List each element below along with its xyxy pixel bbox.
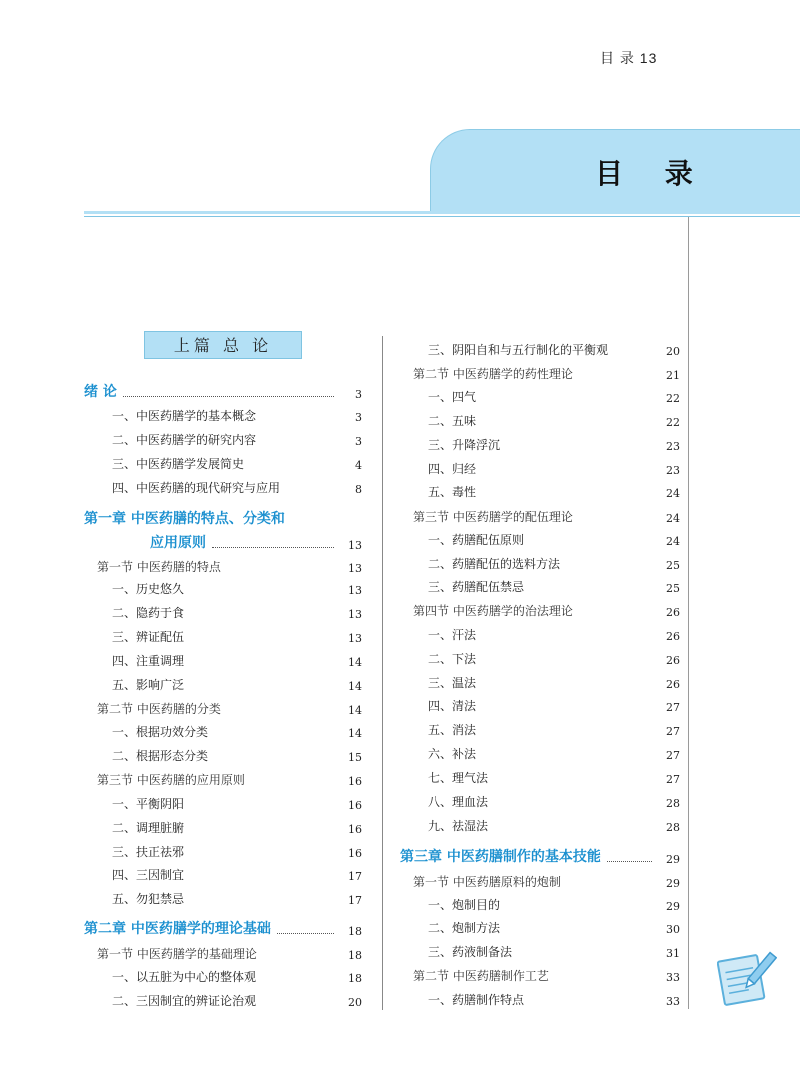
toc-entry-title: 第四节 中医药膳学的治法理论 (413, 604, 573, 618)
left-toc-entry (112, 866, 362, 883)
dot-leader (607, 861, 652, 862)
right-toc-entry (428, 650, 680, 667)
toc-page-number: 26 (666, 678, 680, 691)
toc-entry-title: 一、四气 (428, 390, 477, 404)
left-toc-entry (112, 580, 362, 597)
toc-entry-title: 第二节 中医药膳的分类 (97, 702, 221, 716)
toc-page-number: 14 (348, 680, 362, 693)
toc-page-number: 24 (666, 512, 680, 525)
toc-entry-title: 二、中医药膳学的研究内容 (112, 433, 257, 447)
toc-entry-title: 绪 论 (84, 384, 117, 400)
toc-page-number: 16 (348, 847, 362, 860)
left-toc-entry (112, 992, 362, 1009)
right-toc-entry (400, 846, 680, 866)
toc-entry-title: 三、温法 (428, 676, 477, 690)
right-toc-entry (413, 365, 680, 382)
toc-page-number: 17 (348, 894, 362, 907)
part-heading: 上篇 总 论 (144, 331, 302, 359)
toc-page-number: 13 (348, 539, 362, 552)
toc-page-number: 13 (348, 608, 362, 621)
toc-page-number: 29 (666, 877, 680, 890)
toc-page-number: 14 (348, 704, 362, 717)
toc-page-number: 16 (348, 823, 362, 836)
toc-entry-title: 一、药膳配伍原则 (428, 533, 525, 547)
toc-entry-title: 第二节 中医药膳制作工艺 (413, 969, 549, 983)
toc-entry-title: 一、炮制目的 (428, 898, 501, 912)
right-toc-entry (428, 721, 680, 738)
header-rule (84, 211, 800, 214)
toc-entry-title: 一、根据功效分类 (112, 725, 209, 739)
toc-entry-title: 二、调理脏腑 (112, 821, 185, 835)
toc-entry-title: 应用原则 (150, 535, 206, 551)
right-toc-entry (428, 919, 680, 936)
toc-page-number: 26 (666, 630, 680, 643)
toc-page-number: 23 (666, 464, 680, 477)
right-toc-entry (428, 626, 680, 643)
left-toc-entry (150, 532, 362, 552)
toc-page-number: 3 (355, 388, 362, 401)
toc-entry-title: 一、平衡阴阳 (112, 797, 185, 811)
toc-page-number: 4 (355, 459, 362, 472)
toc-entry-title: 第一节 中医药膳学的基础理论 (97, 947, 257, 961)
toc-page-number: 22 (666, 416, 680, 429)
toc-entry-title: 第一章 中医药膳的特点、分类和 (84, 511, 285, 527)
right-toc-entry (428, 578, 680, 595)
right-toc-entry (413, 873, 680, 890)
right-toc-entry (428, 817, 680, 834)
toc-entry-title: 三、扶正祛邪 (112, 845, 185, 859)
notepad-pencil-icon (717, 948, 777, 1008)
toc-page-number: 15 (348, 751, 362, 764)
toc-page-number: 24 (666, 487, 680, 500)
right-toc-entry (413, 602, 680, 619)
toc-entry-title: 二、三因制宜的辨证论治观 (112, 994, 257, 1008)
toc-page-number: 25 (666, 559, 680, 572)
toc-entry-title: 一、中医药膳学的基本概念 (112, 409, 257, 423)
toc-entry-title: 一、以五脏为中心的整体观 (112, 970, 257, 984)
right-toc-entry (428, 483, 680, 500)
toc-entry-title: 四、归经 (428, 462, 477, 476)
right-toc-entry (413, 508, 680, 525)
toc-page-number: 27 (666, 773, 680, 786)
left-toc-entry (112, 652, 362, 669)
toc-page-number: 3 (355, 435, 362, 448)
right-toc-entry (428, 412, 680, 429)
toc-page-number: 27 (666, 701, 680, 714)
right-toc-entry (428, 745, 680, 762)
toc-entry-title: 三、阴阳自和与五行制化的平衡观 (428, 343, 609, 357)
left-toc-entry (112, 479, 362, 496)
toc-entry-title: 三、辨证配伍 (112, 630, 185, 644)
toc-page-number: 13 (348, 584, 362, 597)
toc-page-number: 23 (666, 440, 680, 453)
toc-page-number: 18 (348, 972, 362, 985)
right-toc-entry (428, 943, 680, 960)
left-toc-entry (112, 795, 362, 812)
toc-entry-title: 三、药膳配伍禁忌 (428, 580, 525, 594)
toc-page-number: 26 (666, 606, 680, 619)
toc-page-number: 29 (666, 900, 680, 913)
left-toc-entry (112, 604, 362, 621)
left-toc-entry (112, 676, 362, 693)
toc-page-number: 29 (666, 853, 680, 866)
toc-entry-title: 二、药膳配伍的选料方法 (428, 557, 561, 571)
toc-page-number: 22 (666, 392, 680, 405)
right-toc-entry (428, 531, 680, 548)
toc-page-number: 21 (666, 369, 680, 382)
right-toc-entry (428, 460, 680, 477)
toc-page-number: 25 (666, 582, 680, 595)
left-toc-entry (112, 890, 362, 907)
left-toc-entry (84, 918, 362, 938)
toc-entry-title: 第一节 中医药膳原料的炮制 (413, 875, 561, 889)
left-toc-entry (97, 558, 362, 575)
right-toc-entry (428, 896, 680, 913)
toc-entry-title: 二、炮制方法 (428, 921, 501, 935)
left-toc-entry (112, 843, 362, 860)
toc-page-number: 3 (355, 411, 362, 424)
toc-page-number: 16 (348, 799, 362, 812)
toc-page-number: 18 (348, 949, 362, 962)
dot-leader (212, 547, 334, 548)
toc-page-number: 30 (666, 923, 680, 936)
left-toc-entry (97, 945, 362, 962)
toc-page-number: 16 (348, 775, 362, 788)
toc-page-number: 17 (348, 870, 362, 883)
toc-page-number: 33 (666, 995, 680, 1008)
toc-page-number: 28 (666, 821, 680, 834)
toc-page-number: 20 (666, 345, 680, 358)
toc-entry-title: 一、药膳制作特点 (428, 993, 525, 1007)
toc-page-number: 13 (348, 632, 362, 645)
right-toc-entry (413, 967, 680, 984)
left-toc-entry (84, 508, 362, 528)
toc-entry-title: 四、中医药膳的现代研究与应用 (112, 481, 281, 495)
right-toc-entry (428, 555, 680, 572)
toc-page-number: 8 (355, 483, 362, 496)
header-rule-thin (84, 216, 800, 217)
toc-entry-title: 六、补法 (428, 747, 477, 761)
toc-page-number: 18 (348, 925, 362, 938)
toc-entry-title: 二、下法 (428, 652, 477, 666)
right-toc-entry (428, 341, 680, 358)
left-toc-entry (112, 628, 362, 645)
toc-entry-title: 二、隐药于食 (112, 606, 185, 620)
left-toc-entry (112, 431, 362, 448)
left-toc-entry (97, 700, 362, 717)
toc-entry-title: 五、毒性 (428, 485, 477, 499)
margin-line (688, 217, 689, 1009)
left-toc-entry (112, 747, 362, 764)
dot-leader (123, 396, 334, 397)
toc-entry-title: 四、三因制宜 (112, 868, 185, 882)
toc-entry-title: 五、勿犯禁忌 (112, 892, 185, 906)
right-toc-entry (428, 793, 680, 810)
left-toc-entry (84, 381, 362, 401)
page-title: 目 录 (595, 157, 709, 190)
right-toc-entry (428, 388, 680, 405)
toc-page-number: 13 (348, 562, 362, 575)
toc-entry-title: 第二节 中医药膳学的药性理论 (413, 367, 573, 381)
left-toc-entry (112, 407, 362, 424)
toc-entry-title: 二、根据形态分类 (112, 749, 209, 763)
column-divider (382, 336, 383, 1010)
toc-entry-title: 四、注重调理 (112, 654, 185, 668)
toc-entry-title: 四、清法 (428, 699, 477, 713)
toc-entry-title: 第二章 中医药膳学的理论基础 (84, 921, 271, 937)
toc-page-number: 26 (666, 654, 680, 667)
left-toc-entry (112, 819, 362, 836)
toc-entry-title: 七、理气法 (428, 771, 489, 785)
toc-entry-title: 第三节 中医药膳的应用原则 (97, 773, 245, 787)
left-toc-entry (112, 455, 362, 472)
toc-entry-title: 五、消法 (428, 723, 477, 737)
right-toc-entry (428, 769, 680, 786)
toc-page-number: 33 (666, 971, 680, 984)
toc-entry-title: 五、影响广泛 (112, 678, 185, 692)
toc-entry-title: 九、祛湿法 (428, 819, 489, 833)
toc-entry-title: 三、升降浮沉 (428, 438, 501, 452)
left-toc-entry (112, 968, 362, 985)
left-toc-entry (112, 723, 362, 740)
toc-entry-title: 八、理血法 (428, 795, 489, 809)
right-toc-entry (428, 697, 680, 714)
right-toc-entry (428, 436, 680, 453)
toc-page-number: 24 (666, 535, 680, 548)
toc-entry-title: 第一节 中医药膳的特点 (97, 560, 221, 574)
toc-page-number: 27 (666, 749, 680, 762)
toc-entry-title: 二、五味 (428, 414, 477, 428)
toc-page-number: 28 (666, 797, 680, 810)
toc-entry-title: 一、汗法 (428, 628, 477, 642)
dot-leader (277, 933, 334, 934)
toc-page-number: 14 (348, 727, 362, 740)
right-toc-entry (428, 991, 680, 1008)
toc-entry-title: 三、药液制备法 (428, 945, 513, 959)
toc-entry-title: 三、中医药膳学发展简史 (112, 457, 245, 471)
toc-entry-title: 第三章 中医药膳制作的基本技能 (400, 849, 601, 865)
running-header: 目 录 13 (600, 50, 658, 66)
left-toc-entry (97, 771, 362, 788)
toc-page-number: 20 (348, 996, 362, 1009)
right-toc-entry (428, 674, 680, 691)
toc-page-number: 31 (666, 947, 680, 960)
toc-page-number: 27 (666, 725, 680, 738)
toc-page-number: 14 (348, 656, 362, 669)
toc-entry-title: 第三节 中医药膳学的配伍理论 (413, 510, 573, 524)
toc-entry-title: 一、历史悠久 (112, 582, 185, 596)
